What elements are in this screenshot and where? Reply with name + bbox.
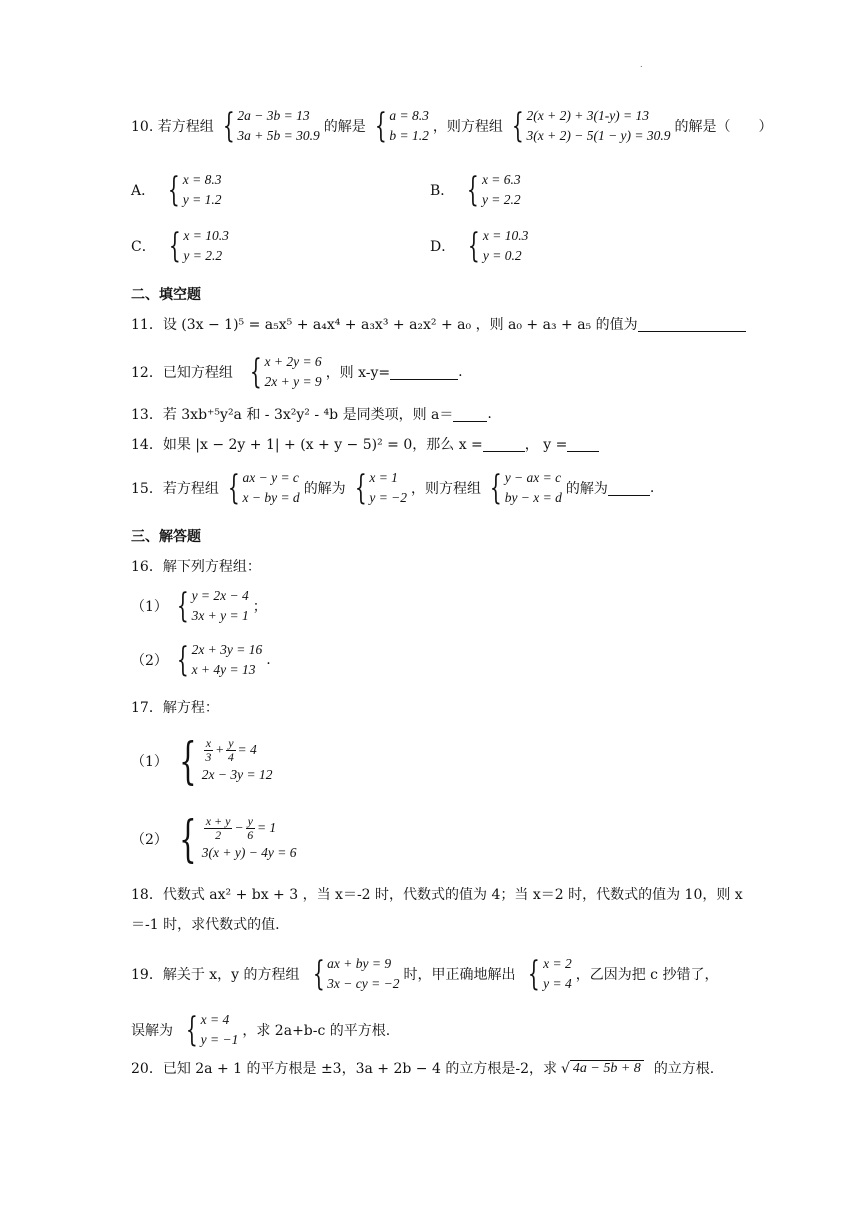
- q19-text: 误解为: [131, 1023, 173, 1039]
- q10-system-1: { 2a − 3b = 13 3a + 5b = 30.9: [222, 106, 320, 146]
- corner-mark: .: [640, 60, 643, 69]
- equation: 2(x + 2) + 3(1-y) = 13: [526, 108, 650, 123]
- q10-text-end: 的解是（ ）: [674, 119, 773, 135]
- equation: 3x − cy = −2: [327, 976, 400, 991]
- answer-blank-y[interactable]: [567, 437, 599, 452]
- fraction-numerator: y: [247, 813, 253, 828]
- equation: y = 0.2: [482, 248, 522, 263]
- equation: 3(x + 2) − 5(1 − y) = 30.9: [526, 128, 671, 143]
- q10-solution-1: { a = 8.3 b = 1.2: [374, 106, 429, 146]
- equation: x = 1: [369, 470, 398, 485]
- part-tail: ；: [252, 599, 267, 615]
- q17-text: 17．解方程：: [131, 700, 219, 716]
- q20-text-end: 的立方根.: [653, 1061, 715, 1077]
- section-heading-solve: 三、解答题: [131, 529, 201, 545]
- q18-text: 18．代数式 ax² + bx + 3 ，当 x＝-2 时，代数式的值为 4；当 x＝2 时，代数式的值为 10，则 x: [131, 887, 743, 903]
- equation: x = 8.3: [182, 172, 222, 187]
- q19-text: 19．解关于 x，y 的方程组: [131, 967, 300, 983]
- fraction-denominator: 4: [227, 749, 234, 764]
- equation: 3a + 5b = 30.9: [237, 128, 320, 143]
- equation: x − by = d: [242, 490, 300, 505]
- fraction-denominator: 6: [247, 827, 254, 842]
- q20-text: 20．已知 2a + 1 的平方根是 ±3，3a + 2b − 4 的立方根是-2，求: [131, 1061, 557, 1077]
- equation: y − ax = c: [504, 470, 562, 485]
- equation: y = 4: [543, 976, 572, 991]
- q15-text-mid1: 的解为: [303, 481, 346, 497]
- question-20: [131, 1058, 714, 1078]
- q10-system-2: { 2(x + 2) + 3(1-y) = 13 3(x + 2) − 5(1 − y) = 30.9: [511, 106, 671, 146]
- equation: x = 4: [200, 1012, 230, 1027]
- q13-tail: .: [487, 406, 492, 422]
- square-root-expression: [561, 1060, 644, 1077]
- question-14: [131, 434, 599, 454]
- answer-blank[interactable]: [390, 365, 458, 380]
- answer-blank-x[interactable]: [483, 437, 525, 452]
- question-15: 15．若方程组 { ax − y = c x − by = d 的解为 { x = 1 y = −2 ，则方程组 { y − ax = c by − x = d 的解为 .: [131, 468, 655, 508]
- q12-text-end: ，则 x-y=: [325, 365, 391, 381]
- question-11: [131, 314, 746, 334]
- question-16: [131, 556, 261, 576]
- equation: ax − y = c: [242, 470, 299, 485]
- q10-text-mid1: 的解是: [323, 119, 366, 135]
- equation: 2a − 3b = 13: [237, 108, 310, 123]
- equation: 3x + y = 1: [191, 608, 249, 623]
- q12-text: 12．已知方程组: [131, 365, 233, 381]
- q14-text-mid: ， y =: [524, 437, 568, 453]
- equation: y = 2.2: [183, 248, 223, 263]
- equation: ax + by = 9: [327, 956, 392, 971]
- operator: −: [234, 820, 244, 835]
- part-tail: .: [266, 652, 271, 668]
- option-label: A．: [131, 183, 156, 199]
- question-13: [131, 404, 492, 424]
- radical-sign-icon: √: [560, 1060, 570, 1077]
- part-label: （1）: [131, 599, 168, 615]
- equation: y = 2x − 4: [191, 588, 249, 603]
- option-d[interactable]: D． { x = 10.3 y = 0.2: [430, 226, 529, 266]
- question-18-line-2: [131, 914, 280, 934]
- equation: x = 10.3: [482, 228, 529, 243]
- equation: by − x = d: [504, 490, 562, 505]
- equation: 2x + y = 9: [264, 374, 322, 389]
- q19-text-end: ，求 2a+b-c 的平方根.: [242, 1023, 391, 1039]
- fraction-numerator: y: [228, 735, 234, 750]
- q15-text-mid2: ，则方程组: [411, 481, 482, 497]
- part-label: （2）: [131, 653, 168, 669]
- option-label: B．: [430, 183, 455, 199]
- question-19-line-1: 19．解关于 x，y 的方程组 { ax + by = 9 3x − cy = −2 时，甲正确地解出 { x = 2 y = 4 ，乙因为把 c 抄错了，: [131, 954, 719, 994]
- equation-rhs: = 1: [256, 820, 277, 835]
- question-12: 12．已知方程组 { x + 2y = 6 2x + y = 9 ，则 x-y= .: [131, 352, 463, 392]
- section-heading-fill-in: 二、填空题: [131, 287, 201, 303]
- q11-text: 11．设 (3x − 1)⁵ = a₅x⁵ + a₄x⁴ + a₃x³ + a₂x² + a₀ ，则 a₀ + a₃ + a₅ 的值为: [131, 317, 638, 333]
- answer-blank[interactable]: [608, 481, 650, 496]
- q18-text: ＝-1 时，求代数式的值.: [131, 917, 280, 933]
- question-17: [131, 697, 219, 717]
- part-label: （2）: [131, 832, 168, 848]
- equation: x = 6.3: [481, 172, 521, 187]
- fraction-denominator: 2: [215, 827, 222, 842]
- radicand: 4a − 5b + 8: [570, 1060, 644, 1077]
- q10-number: 10. 若方程组: [131, 119, 214, 135]
- q15-text: 15．若方程组: [131, 481, 219, 497]
- question-17-part-1: （1） { $\frac{x}{3}$ + $\frac{y}{4}$ = 4 2x − 3y = 12: [131, 732, 273, 790]
- q10-text-mid2: ，则方程组: [432, 119, 503, 135]
- equation: x = 10.3: [183, 228, 229, 243]
- option-a[interactable]: A． { x = 8.3 y = 1.2: [131, 170, 222, 210]
- equation: 2x − 3y = 12: [201, 766, 273, 782]
- q13-text: 13．若 3xb⁺⁵y²a 和 - 3x²y² - ⁴b 是同类项，则 a＝: [131, 407, 454, 423]
- answer-blank[interactable]: [453, 407, 487, 422]
- equation: b = 1.2: [389, 128, 429, 143]
- fraction-denominator: 3: [205, 749, 212, 764]
- q15-tail: .: [649, 480, 655, 496]
- operator: +: [215, 742, 225, 757]
- part-label: （1）: [131, 754, 168, 770]
- question-10: [131, 106, 773, 146]
- question-17-part-2: （2） { $\frac{x + y}{2}$ − $\frac{y}{6}$ = 1 3(x + y) − 4y = 6: [131, 810, 297, 868]
- fraction-numerator: x: [205, 735, 212, 750]
- equation: 3(x + y) − 4y = 6: [201, 844, 297, 860]
- q19-text-mid: 时，甲正确地解出: [403, 967, 516, 983]
- question-16-part-1: （1） { y = 2x − 4 3x + y = 1 ；: [131, 586, 267, 626]
- question-16-part-2: （2） { 2x + 3y = 16 x + 4y = 13 .: [131, 640, 271, 680]
- fraction-numerator: x + y: [205, 813, 231, 828]
- question-19-line-2: 误解为 { x = 4 y = −1 ，求 2a+b-c 的平方根.: [131, 1010, 391, 1050]
- q19-text-end: ，乙因为把 c 抄错了，: [575, 967, 719, 983]
- answer-blank[interactable]: [638, 317, 746, 332]
- q16-text: 16．解下列方程组：: [131, 559, 261, 575]
- q14-text: 14．如果 |x − 2y + 1| + (x + y − 5)² = 0，那么 x =: [131, 437, 483, 453]
- option-b[interactable]: B． { x = 6.3 y = 2.2: [430, 170, 521, 210]
- q12-tail: .: [458, 364, 463, 380]
- equation: x = 2: [543, 956, 572, 971]
- equation: 2x + 3y = 16: [191, 642, 263, 657]
- q15-text-end: 的解为: [565, 481, 608, 497]
- equation: x + 4y = 13: [191, 662, 256, 677]
- equation: a = 8.3: [389, 108, 429, 123]
- equation: y = −2: [369, 490, 408, 505]
- equation-rhs: = 4: [237, 742, 257, 757]
- option-label: D．: [430, 239, 456, 255]
- equation: y = 1.2: [182, 192, 222, 207]
- equation: y = −1: [200, 1032, 239, 1047]
- option-label: C．: [131, 239, 156, 255]
- equation: x + 2y = 6: [264, 354, 322, 369]
- equation: y = 2.2: [481, 192, 521, 207]
- option-c[interactable]: C． { x = 10.3 y = 2.2: [131, 226, 229, 266]
- question-18-line-1: [131, 884, 743, 904]
